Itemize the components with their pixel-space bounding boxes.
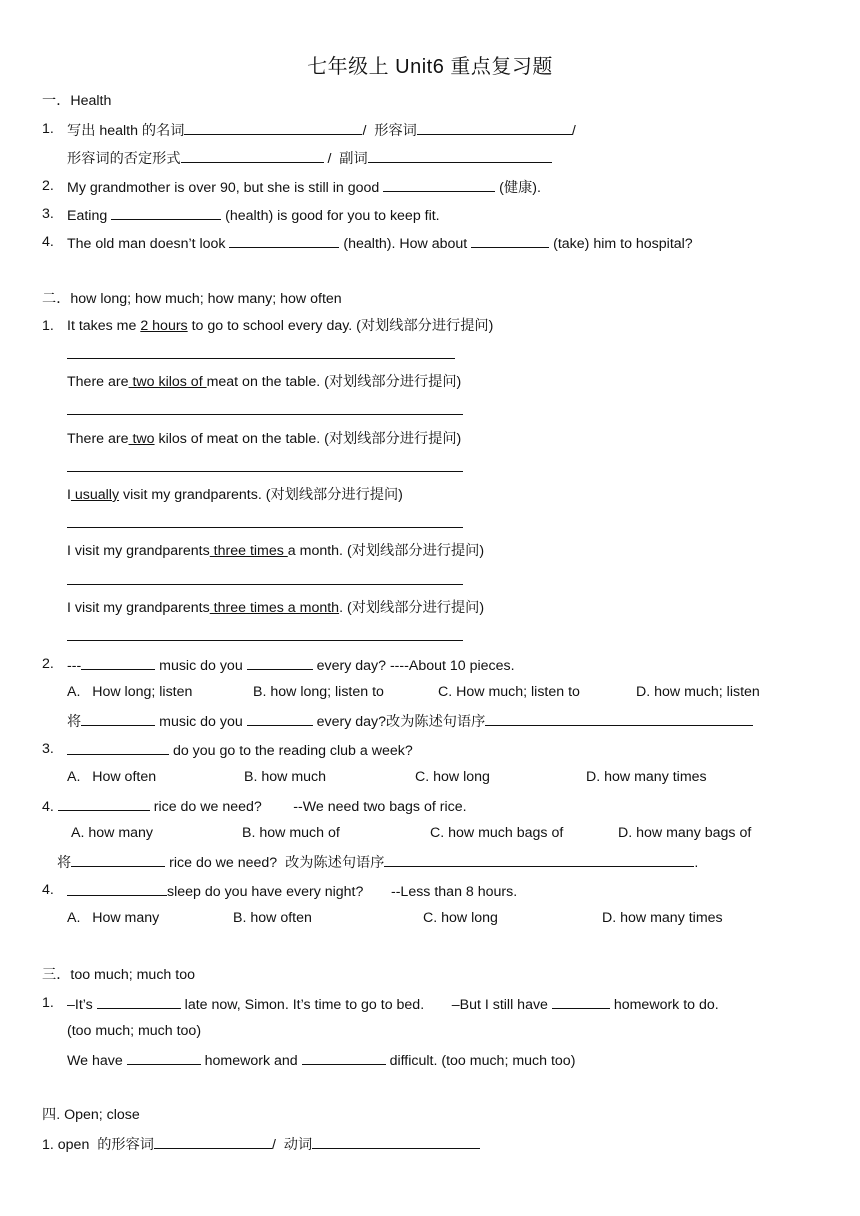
s1-q3 xyxy=(67,205,440,225)
s2-q1-row1 xyxy=(67,317,493,335)
answer-line[interactable] xyxy=(67,414,463,415)
section-1-heading: 一．Health xyxy=(42,93,112,109)
answer-blank[interactable] xyxy=(81,711,155,726)
answer-blank[interactable] xyxy=(485,711,753,726)
question-text: There are xyxy=(67,431,129,447)
s2-q2-option-d[interactable]: D. how much; listen xyxy=(636,684,760,700)
question-text: / 动词 xyxy=(271,1137,313,1153)
s1-q1-text: / 形容词 xyxy=(362,123,417,139)
s3-q1-line3 xyxy=(67,1050,575,1070)
section-4-heading: 四. Open; close xyxy=(42,1107,140,1123)
question-text: I xyxy=(67,487,71,503)
question-text: difficult. (too much; much too) xyxy=(385,1053,576,1069)
answer-line[interactable] xyxy=(67,358,455,359)
question-text: homework and xyxy=(200,1053,302,1069)
answer-blank[interactable] xyxy=(229,233,339,248)
question-text: rice do we need? 改为陈述句语序 xyxy=(165,855,385,871)
s1-q1-line2 xyxy=(67,148,552,168)
section-3-heading: 三．too much; much too xyxy=(42,967,195,983)
s2-q1-row3 xyxy=(67,430,461,448)
question-text: visit my grandparents. (对划线部分进行提问) xyxy=(119,487,403,503)
answer-blank[interactable] xyxy=(247,655,313,670)
question-text: every day?改为陈述句语序 xyxy=(312,714,486,730)
s2-q5-option-d[interactable]: D. how many times xyxy=(602,910,723,926)
s2-q4-option-d[interactable]: D. how many bags of xyxy=(618,825,752,841)
question-text: sleep do you have every night? --Less than 8 hours. xyxy=(167,884,518,900)
question-text: --- xyxy=(67,658,82,674)
underlined-text: three times a month xyxy=(209,600,340,616)
answer-blank[interactable] xyxy=(552,994,610,1009)
s2-q3-option-a[interactable]: A. How often xyxy=(67,769,157,785)
underlined-text: two xyxy=(128,431,155,447)
s2-q1-number: 1. xyxy=(42,318,54,334)
s1-q3-text: (health) is good for you to keep fit. xyxy=(221,208,440,224)
s2-q2-option-c[interactable]: C. How much; listen to xyxy=(438,684,580,700)
answer-line[interactable] xyxy=(67,471,463,472)
s2-q3-option-b[interactable]: B. how much xyxy=(244,769,327,785)
s2-q3 xyxy=(67,740,413,760)
answer-line[interactable] xyxy=(67,640,463,641)
answer-blank[interactable] xyxy=(81,655,155,670)
underlined-text: two kilos of xyxy=(128,374,207,390)
answer-blank[interactable] xyxy=(383,177,495,192)
question-text: music do you xyxy=(155,714,247,730)
question-text: –It’s xyxy=(67,997,97,1013)
s2-q2 xyxy=(67,655,515,675)
s2-q1-row6 xyxy=(67,599,484,617)
s1-q3-number: 3. xyxy=(42,206,54,222)
answer-line[interactable] xyxy=(67,584,463,585)
s1-q2-text: (健康). xyxy=(495,180,541,196)
answer-blank[interactable] xyxy=(181,148,324,163)
s1-q1-text: / 副词 xyxy=(323,151,368,167)
s1-q4 xyxy=(67,233,693,253)
s2-q4-option-c[interactable]: C. how much bags of xyxy=(430,825,564,841)
question-text: We have xyxy=(67,1053,127,1069)
underlined-text: 2 hours xyxy=(140,318,188,334)
question-text: to go to school every day. (对划线部分进行提问) xyxy=(187,318,494,334)
s1-q1-text: 形容词的否定形式 xyxy=(67,151,181,167)
s4-q1 xyxy=(42,1134,480,1154)
s2-q2-number: 2. xyxy=(42,656,54,672)
s2-q4-option-b[interactable]: B. how much of xyxy=(242,825,340,841)
s2-q4-rewrite xyxy=(57,852,698,872)
question-text: There are xyxy=(67,374,129,390)
question-text: rice do we need? --We need two bags of rice. xyxy=(149,799,467,815)
question-text: 4. xyxy=(42,799,58,815)
section-2-heading: 二．how long; how much; how many; how often xyxy=(42,291,342,307)
question-text: a month. (对划线部分进行提问) xyxy=(287,543,485,559)
answer-blank[interactable] xyxy=(368,148,552,163)
question-text: 将 xyxy=(67,714,82,730)
s2-q5-option-a[interactable]: A. How many xyxy=(67,910,160,926)
s1-q1-text: 写出 health 的名词 xyxy=(67,123,185,139)
s1-q2-text: My grandmother is over 90, but she is still in good xyxy=(67,180,384,196)
s2-q1-row2 xyxy=(67,373,461,391)
s2-q2-rewrite xyxy=(67,711,753,731)
question-text: It takes me xyxy=(67,318,141,334)
s1-q1-text: / xyxy=(571,123,576,139)
page-title: 七年级上 Unit6 重点复习题 xyxy=(307,56,553,78)
s2-q5-option-c[interactable]: C. how long xyxy=(423,910,498,926)
question-text: 1. open 的形容词 xyxy=(42,1137,154,1153)
question-text: meat on the table. (对划线部分进行提问) xyxy=(206,374,462,390)
s2-q2-option-b[interactable]: B. how long; listen to xyxy=(253,684,384,700)
s1-q4-text: The old man doesn’t look xyxy=(67,236,230,252)
question-text: I visit my grandparents xyxy=(67,600,210,616)
question-text: I visit my grandparents xyxy=(67,543,210,559)
answer-blank[interactable] xyxy=(127,1050,201,1065)
s2-q1-row4 xyxy=(67,486,403,504)
answer-line[interactable] xyxy=(67,527,463,528)
s1-q4-text: (take) him to hospital? xyxy=(549,236,693,252)
answer-blank[interactable] xyxy=(58,796,150,811)
question-text: music do you xyxy=(155,658,247,674)
s2-q5 xyxy=(67,881,517,901)
s1-q4-number: 4. xyxy=(42,234,54,250)
answer-blank[interactable] xyxy=(302,1050,386,1065)
s2-q3-number: 3. xyxy=(42,741,54,757)
s1-q3-text: Eating xyxy=(67,208,112,224)
s2-q3-option-d[interactable]: D. how many times xyxy=(586,769,707,785)
answer-blank[interactable] xyxy=(247,711,313,726)
question-text: . xyxy=(694,855,699,871)
answer-blank[interactable] xyxy=(312,1134,480,1149)
s1-q4-text: (health). How about xyxy=(339,236,472,252)
answer-blank[interactable] xyxy=(154,1134,272,1149)
answer-blank[interactable] xyxy=(417,120,572,135)
s2-q2-option-a[interactable]: A. How long; listen xyxy=(67,684,193,700)
question-text: every day? ----About 10 pieces. xyxy=(312,658,515,674)
answer-blank[interactable] xyxy=(384,852,694,867)
answer-blank[interactable] xyxy=(471,233,549,248)
s2-q5-number: 4. xyxy=(42,882,54,898)
s2-q5-option-b[interactable]: B. how often xyxy=(233,910,312,926)
answer-blank[interactable] xyxy=(111,205,221,220)
s1-q1-line1 xyxy=(67,120,576,140)
question-text: kilos of meat on the table. (对划线部分进行提问) xyxy=(154,431,462,447)
answer-blank[interactable] xyxy=(67,881,167,896)
s2-q4 xyxy=(42,796,467,816)
answer-blank[interactable] xyxy=(184,120,362,135)
question-text: 将 xyxy=(57,855,72,871)
answer-blank[interactable] xyxy=(67,740,169,755)
s1-q2-number: 2. xyxy=(42,178,54,194)
s3-q1-line2: (too much; much too) xyxy=(67,1023,202,1039)
s2-q3-option-c[interactable]: C. how long xyxy=(415,769,490,785)
s1-q2 xyxy=(67,177,541,197)
question-text: late now, Simon. It’s time to go to bed. –But I still have xyxy=(180,997,552,1013)
s2-q1-row5 xyxy=(67,542,484,560)
question-text: homework to do. xyxy=(609,997,719,1013)
question-text: do you go to the reading club a week? xyxy=(169,743,413,759)
underlined-text: usually xyxy=(70,487,120,503)
answer-blank[interactable] xyxy=(97,994,181,1009)
answer-blank[interactable] xyxy=(71,852,165,867)
s3-q1-number: 1. xyxy=(42,995,54,1011)
s1-q1-number: 1. xyxy=(42,121,54,137)
s3-q1-line1 xyxy=(67,994,719,1014)
s2-q4-option-a[interactable]: A. how many xyxy=(71,825,154,841)
question-text: . (对划线部分进行提问) xyxy=(339,600,485,616)
underlined-text: three times xyxy=(209,543,288,559)
